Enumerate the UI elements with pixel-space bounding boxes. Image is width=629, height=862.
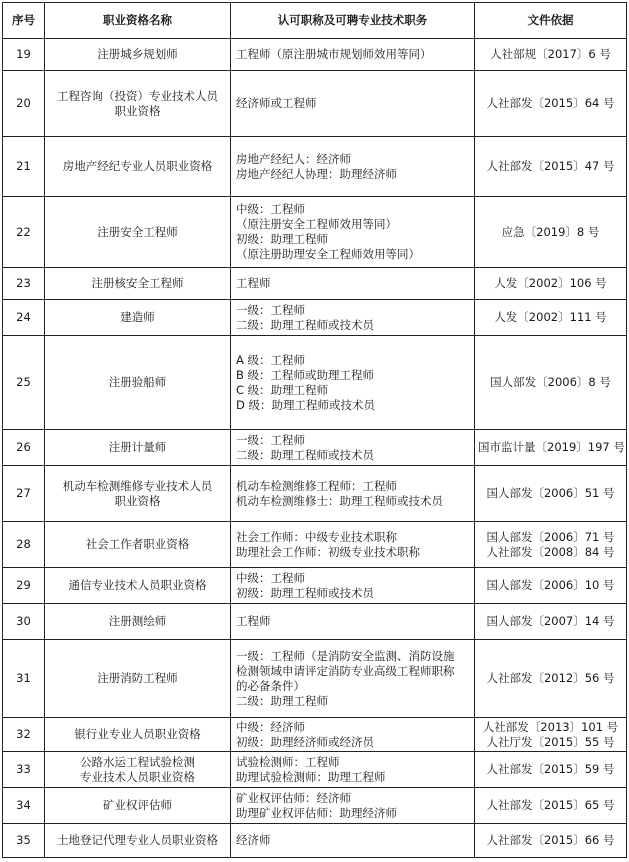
row-recognized-titles-line: （原注册安全工程师效用等同）	[236, 217, 397, 231]
row-document-basis-line: 人社部发〔2015〕47 号	[486, 159, 615, 173]
row-document-basis	[475, 71, 627, 137]
row-document-basis-line: 人社部发〔2015〕66 号	[486, 833, 615, 847]
table-row	[3, 640, 627, 718]
row-qualification-name-line: 注册计量师	[108, 440, 167, 454]
row-recognized-titles-line: 初级：助理工程师	[236, 232, 328, 246]
row-document-basis	[475, 568, 627, 604]
row-qualification-name	[45, 430, 231, 466]
row-document-basis-line: 国人部发〔2006〕10 号	[486, 578, 615, 592]
row-seq: 28	[3, 522, 45, 568]
row-document-basis	[475, 718, 627, 752]
table-row	[3, 604, 627, 640]
row-recognized-titles-line: 中级：经济师	[236, 719, 305, 734]
row-seq: 24	[3, 300, 45, 336]
table-row	[3, 824, 627, 858]
row-seq: 29	[3, 568, 45, 604]
row-document-basis	[475, 268, 627, 300]
table-row	[3, 752, 627, 788]
row-recognized-titles-line: 矿业权评估师：经济师	[236, 790, 351, 805]
row-qualification-name-line: 注册测绘师	[108, 614, 167, 628]
row-recognized-titles-line: 助理矿业权评估师：助理经济师	[236, 805, 397, 820]
row-qualification-name-line: 银行业专业人员职业资格	[74, 727, 201, 741]
row-recognized-titles-line: A 级：工程师	[236, 352, 306, 367]
row-document-basis	[475, 137, 627, 197]
row-qualification-name	[45, 788, 231, 824]
row-recognized-titles-line: D 级：助理工程师或技术员	[236, 397, 376, 412]
row-qualification-name	[45, 268, 231, 300]
row-recognized-titles	[231, 39, 475, 71]
row-recognized-titles-line: 初级：助理工程师或技术员	[236, 585, 374, 600]
row-qualification-name-line: 注册城乡规划师	[97, 47, 178, 61]
row-seq: 25	[3, 336, 45, 430]
row-seq: 23	[3, 268, 45, 300]
row-recognized-titles-line: 中级：工程师	[236, 570, 305, 585]
row-recognized-titles	[231, 824, 475, 858]
row-document-basis-line: 国人部发〔2006〕51 号	[486, 486, 615, 500]
row-document-basis	[475, 336, 627, 430]
row-document-basis-line: 国市监计量〔2019〕197 号	[478, 440, 625, 454]
row-document-basis-line: 国人部发〔2007〕14 号	[486, 614, 615, 628]
row-document-basis-line: 人社部发〔2015〕64 号	[486, 96, 615, 110]
row-recognized-titles	[231, 71, 475, 137]
row-recognized-titles-line: 二级：助理工程师	[236, 693, 328, 708]
row-document-basis-line: 人发〔2002〕106 号	[494, 276, 607, 290]
header-document-basis: 文件依据	[475, 3, 627, 39]
row-recognized-titles-line: 的必备条件）	[236, 678, 305, 693]
row-document-basis	[475, 752, 627, 788]
row-seq: 34	[3, 788, 45, 824]
row-qualification-name	[45, 640, 231, 718]
row-qualification-name-line: 职业资格	[114, 493, 161, 508]
row-document-basis-line: 人社部发〔2013〕101 号	[482, 719, 619, 734]
row-seq: 33	[3, 752, 45, 788]
row-document-basis-line: 人社部发〔2015〕59 号	[486, 762, 615, 776]
header-recognized-titles: 认可职称及可聘专业技术职务	[231, 3, 475, 39]
row-recognized-titles-line: 试验检测师：工程师	[236, 754, 340, 769]
table-row	[3, 568, 627, 604]
row-recognized-titles-line: 房地产经纪人协理：助理经济师	[236, 166, 397, 181]
table-row	[3, 197, 627, 268]
row-qualification-name	[45, 718, 231, 752]
row-recognized-titles	[231, 640, 475, 718]
row-recognized-titles	[231, 430, 475, 466]
row-recognized-titles-line: 一级：工程师	[236, 302, 305, 317]
row-recognized-titles	[231, 137, 475, 197]
row-recognized-titles	[231, 718, 475, 752]
row-qualification-name-line: 通信专业技术人员职业资格	[68, 578, 207, 592]
row-qualification-name	[45, 568, 231, 604]
row-seq: 35	[3, 824, 45, 858]
row-qualification-name-line: 工程咨询（投资）专业技术人员	[57, 88, 218, 103]
row-document-basis	[475, 640, 627, 718]
row-qualification-name-line: 机动车检测维修专业技术人员	[62, 478, 213, 493]
row-seq: 30	[3, 604, 45, 640]
row-qualification-name-line: 职业资格	[114, 103, 161, 118]
row-document-basis-line: 人发〔2002〕111 号	[494, 310, 607, 324]
row-recognized-titles-line: 二级：助理工程师或技术员	[236, 447, 374, 462]
row-qualification-name	[45, 522, 231, 568]
row-recognized-titles-line: 机动车检测维修士：助理工程师或技术员	[236, 493, 443, 508]
row-document-basis-line: 人社部规〔2017〕6 号	[490, 47, 611, 61]
row-recognized-titles	[231, 604, 475, 640]
row-recognized-titles-line: C 级：助理工程师	[236, 382, 329, 397]
row-seq: 27	[3, 466, 45, 522]
table-row	[3, 300, 627, 336]
row-document-basis	[475, 430, 627, 466]
table-row	[3, 268, 627, 300]
row-qualification-name	[45, 300, 231, 336]
row-recognized-titles-line: 经济师或工程师	[236, 96, 317, 110]
header-seq: 序号	[3, 3, 45, 39]
row-document-basis-line: 应急〔2019〕8 号	[501, 224, 600, 239]
table-row	[3, 788, 627, 824]
row-seq: 31	[3, 640, 45, 718]
row-recognized-titles-line: B 级：工程师或助理工程师	[236, 367, 375, 382]
row-recognized-titles-line: （原注册助理安全工程师效用等同）	[236, 247, 420, 261]
row-document-basis-line: 人社部发〔2012〕56 号	[486, 671, 615, 685]
row-qualification-name	[45, 197, 231, 268]
row-qualification-name-line: 公路水运工程试验检测	[80, 754, 195, 769]
table-row	[3, 71, 627, 137]
row-recognized-titles-line: 经济师	[236, 833, 271, 847]
row-document-basis	[475, 522, 627, 568]
table-row	[3, 430, 627, 466]
row-qualification-name-line: 注册验船师	[108, 375, 167, 389]
table-row	[3, 718, 627, 752]
row-seq: 22	[3, 197, 45, 268]
row-seq: 21	[3, 137, 45, 197]
row-recognized-titles-line: 社会工作师：中级专业技术职称	[236, 529, 397, 544]
row-document-basis	[475, 604, 627, 640]
row-qualification-name	[45, 137, 231, 197]
row-recognized-titles	[231, 197, 475, 268]
row-recognized-titles-line: 助理社会工作师：初级专业技术职称	[236, 544, 420, 559]
row-document-basis	[475, 39, 627, 71]
row-seq: 32	[3, 718, 45, 752]
row-recognized-titles	[231, 466, 475, 522]
row-recognized-titles-line: 一级：工程师	[236, 432, 305, 447]
row-document-basis-line: 人社部发〔2015〕65 号	[486, 798, 615, 812]
row-recognized-titles	[231, 752, 475, 788]
row-document-basis-line: 国人部发〔2006〕71 号	[486, 529, 615, 544]
table-row	[3, 137, 627, 197]
row-qualification-name	[45, 336, 231, 430]
row-document-basis-line: 人社厅发〔2015〕55 号	[486, 734, 615, 749]
qualification-table	[2, 2, 627, 858]
row-qualification-name	[45, 71, 231, 137]
row-recognized-titles	[231, 568, 475, 604]
row-qualification-name	[45, 39, 231, 71]
row-document-basis-line: 国人部发〔2006〕8 号	[490, 375, 611, 389]
row-qualification-name-line: 建造师	[120, 310, 155, 324]
table-row	[3, 466, 627, 522]
row-recognized-titles-line: 房地产经纪人：经济师	[236, 151, 351, 166]
row-qualification-name	[45, 466, 231, 522]
row-seq: 26	[3, 430, 45, 466]
row-recognized-titles-line: 机动车检测维修工程师：工程师	[236, 478, 397, 493]
row-seq: 20	[3, 71, 45, 137]
row-recognized-titles-line: 工程师（原注册城市规划师效用等同）	[236, 47, 432, 61]
row-recognized-titles-line: 初级：助理经济师或经济员	[236, 734, 374, 749]
row-recognized-titles-line: 检测领域申请评定消防专业高级工程师职称	[236, 663, 455, 678]
row-document-basis	[475, 300, 627, 336]
row-document-basis	[475, 197, 627, 268]
row-document-basis	[475, 824, 627, 858]
row-recognized-titles	[231, 336, 475, 430]
row-recognized-titles-line: 工程师	[236, 614, 271, 628]
header-qualification-name: 职业资格名称	[45, 3, 231, 39]
row-qualification-name-line: 社会工作者职业资格	[85, 537, 190, 551]
header-row	[3, 3, 627, 39]
row-document-basis	[475, 788, 627, 824]
row-recognized-titles	[231, 268, 475, 300]
row-qualification-name-line: 注册核安全工程师	[91, 276, 184, 290]
table-row	[3, 336, 627, 430]
row-recognized-titles-line: 工程师	[236, 276, 271, 290]
row-document-basis-line: 人社部发〔2008〕84 号	[486, 544, 615, 559]
table-row	[3, 522, 627, 568]
row-recognized-titles-line: 中级：工程师	[236, 202, 305, 216]
row-recognized-titles	[231, 788, 475, 824]
row-qualification-name	[45, 752, 231, 788]
row-qualification-name-line: 注册消防工程师	[97, 671, 178, 685]
row-recognized-titles	[231, 522, 475, 568]
row-document-basis	[475, 466, 627, 522]
row-qualification-name-line: 房地产经纪专业人员职业资格	[62, 159, 213, 173]
table-row	[3, 39, 627, 71]
row-qualification-name	[45, 824, 231, 858]
row-qualification-name-line: 专业技术人员职业资格	[80, 769, 195, 784]
row-qualification-name-line: 矿业权评估师	[103, 798, 172, 812]
row-seq: 19	[3, 39, 45, 71]
row-recognized-titles-line: 一级：工程师（是消防安全监测、消防设施	[236, 648, 455, 663]
row-recognized-titles-line: 二级：助理工程师或技术员	[236, 317, 374, 332]
row-recognized-titles-line: 助理试验检测师：助理工程师	[236, 769, 386, 784]
row-qualification-name	[45, 604, 231, 640]
row-qualification-name-line: 土地登记代理专业人员职业资格	[57, 833, 218, 847]
row-qualification-name-line: 注册安全工程师	[97, 224, 178, 239]
row-recognized-titles	[231, 300, 475, 336]
